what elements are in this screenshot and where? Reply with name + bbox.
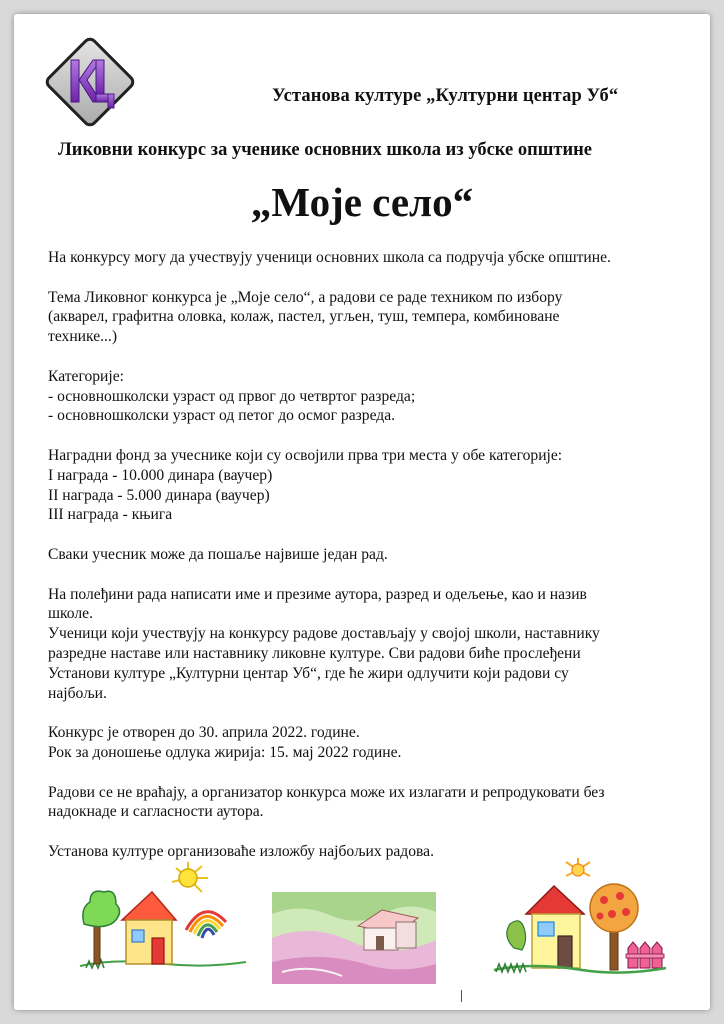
house-fence-tree-drawing — [492, 856, 668, 980]
document-body — [48, 248, 688, 882]
text-line: Установи културе „Културни центар Уб“, где ће жири одлучити који радови су — [48, 664, 569, 682]
text-line: - основношколски узраст од првог до четвртог разреда; — [48, 387, 416, 405]
text-line: II награда - 5.000 динара (ваучер) — [48, 486, 270, 504]
paragraph-rights — [48, 783, 688, 823]
text-line: На полеђини рада написати име и презиме аутора, разред и одељење, као и назив — [48, 585, 587, 603]
text-line: (акварел, графитна оловка, колаж, пастел, угљен, туш, темпера, комбиноване — [48, 308, 560, 326]
text-line: I награда - 10.000 динара (ваучер) — [48, 466, 273, 484]
page-title: „Моје село“ — [250, 179, 474, 225]
text-line: На конкурсу могу да учествују ученици основних школа са подручја убске општине. — [48, 249, 611, 266]
paragraph-deadlines — [48, 723, 688, 763]
paragraph-instructions — [48, 585, 688, 704]
competition-subtitle: Ликовни конкурс за ученике основних школа из убске општине — [58, 140, 592, 160]
text-line: најбољи. — [48, 684, 107, 702]
text-line: Наградни фонд за учеснике који су освојили прва три места у обе категорије: — [48, 446, 563, 464]
paragraph-submission-limit — [48, 545, 688, 565]
landscape-painting — [272, 892, 436, 984]
text-line: разредне наставе или наставнику ликовне културе. Сви радови биће прослеђени — [48, 644, 581, 662]
text-line: Установа културе организоваће изложбу најбољих радова. — [48, 842, 434, 860]
text-line: Радови се не враћају, а организатор конкурса може их излагати и репродуковати без — [48, 783, 605, 801]
text-line: Рок за доношење одлука жирија: 15. мај 2022 године. — [48, 743, 402, 761]
page-mark — [461, 990, 462, 1002]
paragraph-eligibility — [48, 248, 688, 268]
organization-name: Установа културе „Културни центар Уб“ — [272, 86, 619, 106]
text-line: Тема Ликовног конкурса је „Моје село“, а радови се раде техником по избору — [48, 288, 563, 306]
house-sun-rainbow-drawing — [76, 858, 252, 978]
text-line: Конкурс је отворен до 30. априла 2022. године. — [48, 724, 360, 742]
document-page — [14, 14, 710, 1010]
text-line: надокнаде и сагласности аутора. — [48, 803, 264, 821]
text-line: Категорије: — [48, 367, 124, 385]
illustrations-row — [14, 854, 710, 994]
text-line: - основношколски узраст од петог до осмог разреда. — [48, 407, 396, 425]
text-line: Сваки учесник може да пошаље највише један рад. — [48, 545, 388, 563]
text-line: Ученици који учествују на конкурсу радове достављају у својој школи, наставнику — [48, 625, 600, 643]
paragraph-prizes — [48, 446, 688, 525]
text-line: школе. — [48, 605, 93, 623]
paragraph-categories — [48, 367, 688, 426]
paragraph-theme — [48, 288, 688, 347]
text-line: III награда - књига — [48, 506, 173, 524]
text-line: технике...) — [48, 328, 118, 346]
kc-logo — [38, 30, 142, 134]
